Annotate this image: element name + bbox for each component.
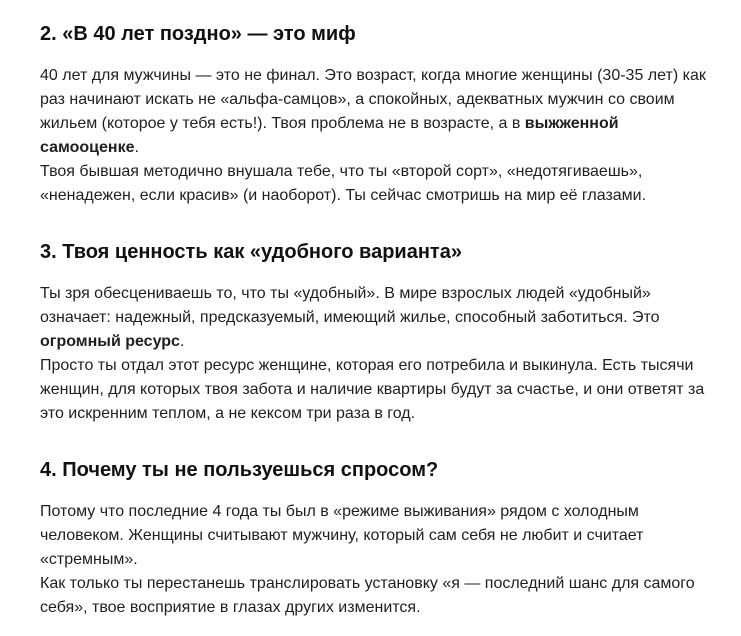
section-demand (40, 456, 710, 620)
emphasis-text: огромный ресурс (40, 333, 180, 350)
paragraph: Потому что последние 4 года ты был в «режиме выживания» рядом с холодным человеком. Женщины считывают мужчину, который сам себя не любит и считает «стремным». (40, 503, 644, 568)
section-heading: 4. Почему ты не пользуешься спросом? (40, 459, 439, 481)
paragraph-end: . (134, 139, 139, 156)
section-body (40, 64, 710, 208)
section-heading: 3. Твоя ценность как «удобного варианта» (40, 241, 462, 263)
paragraph: Как только ты перестанешь транслировать установку «я — последний шанс для самого себя», твое восприятие в глазах других изменится. (40, 575, 695, 616)
paragraph-text: 40 лет для мужчины — это не финал. Это возраст, когда многие женщины (30-35 лет) как раз начинают искать не «альфа-самцов», а спокойных, адекватных мужчин со своим жильем (которое у тебя есть!). Твоя проблема не в возрасте, а в (40, 67, 706, 132)
section-heading: 2. «В 40 лет поздно» — это миф (40, 23, 356, 45)
section-myth-40 (40, 20, 710, 208)
paragraph (40, 64, 710, 160)
paragraph (40, 282, 710, 354)
paragraph-text: Ты зря обесцениваешь то, что ты «удобный». В мире взрослых людей «удобный» означает: надежный, предсказуемый, имеющий жилье, способный заботиться. Это (40, 285, 660, 326)
paragraph: Твоя бывшая методично внушала тебе, что ты «второй сорт», «недотягиваешь», «ненадежен, если красив» (и наоборот). Ты сейчас смотришь на мир её глазами. (40, 163, 647, 204)
section-body (40, 282, 710, 426)
paragraph: Просто ты отдал этот ресурс женщине, которая его потребила и выкинула. Есть тысячи женщин, для которых твоя забота и наличие квартиры будут за счастье, и они ответят за это искренним теплом, а не кексом три раза в год. (40, 357, 705, 422)
paragraph-end: . (179, 333, 185, 350)
section-value (40, 238, 710, 426)
section-body (40, 500, 710, 620)
emphasis-text: выжженной самооценке (40, 115, 619, 156)
